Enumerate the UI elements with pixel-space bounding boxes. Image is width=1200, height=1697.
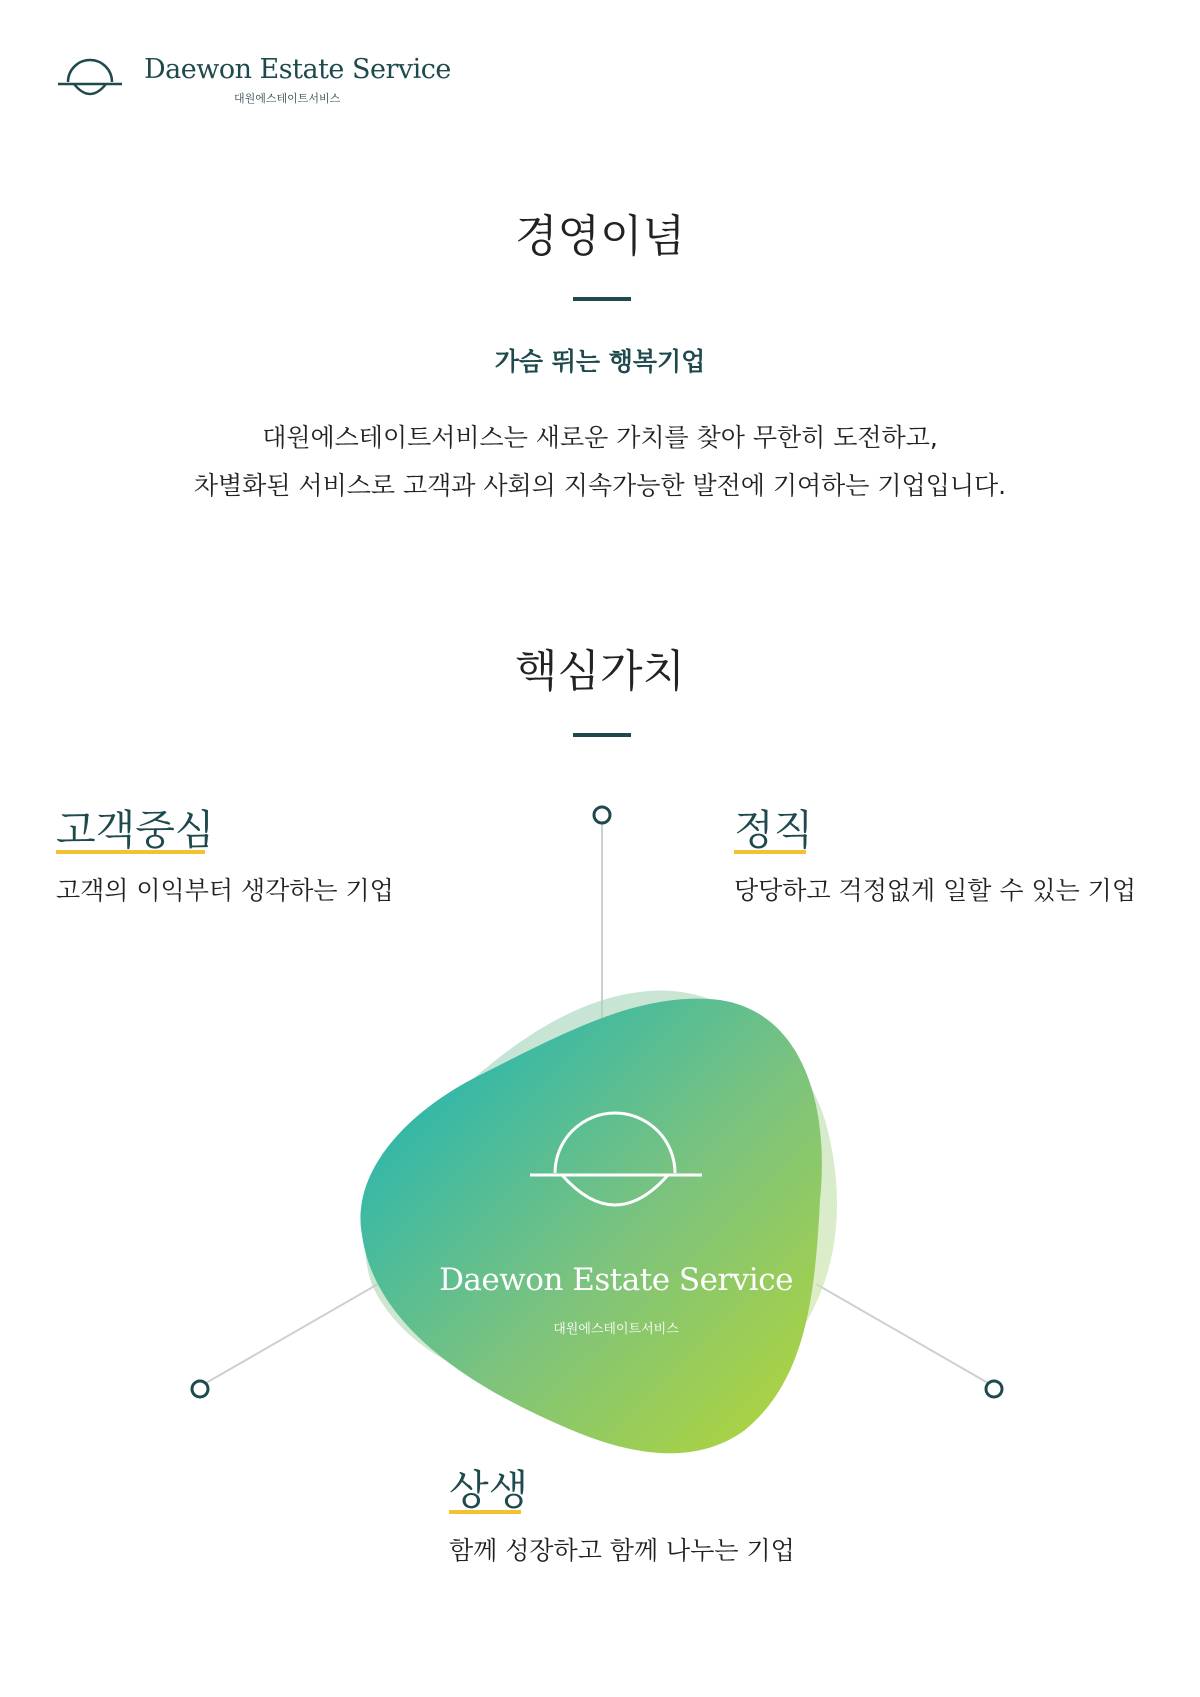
philosophy-subtitle: 가슴 뛰는 행복기업 (494, 347, 706, 376)
core-values-title: 핵심가치 (514, 646, 685, 697)
value-node-left (192, 1381, 208, 1397)
value-node-top (594, 807, 610, 823)
philosophy-text-line-1: 대원에스테이트서비스는 새로운 가치를 찾아 무한히 도전하고, (262, 423, 938, 452)
core-values-title-divider (573, 733, 631, 737)
value-desc-customer: 고객의 이익부터 생각하는 기업 (56, 876, 394, 905)
connector-line-right (816, 1284, 988, 1383)
value-desc-coexistence: 함께 성장하고 함께 나누는 기업 (449, 1536, 795, 1565)
value-title-customer: 고객중심 (56, 806, 215, 854)
connector-line-left (206, 1284, 378, 1383)
header-logo[interactable] (56, 50, 476, 110)
core-values-blob (360, 999, 821, 1454)
value-node-right (986, 1381, 1002, 1397)
sun-horizon-logo-icon (56, 54, 124, 104)
value-title-honesty: 정직 (734, 806, 814, 854)
brand-name-korean: 대원에스테이트서비스 (234, 92, 341, 105)
center-logo-name: Daewon Estate Service (439, 1262, 793, 1298)
philosophy-text-line-2: 차별화된 서비스로 고객과 사회의 지속가능한 발전에 기여하는 기업입니다. (193, 471, 1007, 500)
brand-name: Daewon Estate Service (144, 54, 451, 85)
value-desc-honesty: 당당하고 걱정없게 일할 수 있는 기업 (734, 876, 1136, 905)
value-title-coexistence: 상생 (449, 1466, 529, 1514)
center-logo-name-korean: 대원에스테이트서비스 (553, 1322, 679, 1337)
philosophy-title-divider (573, 297, 631, 301)
philosophy-title: 경영이념 (514, 211, 685, 262)
